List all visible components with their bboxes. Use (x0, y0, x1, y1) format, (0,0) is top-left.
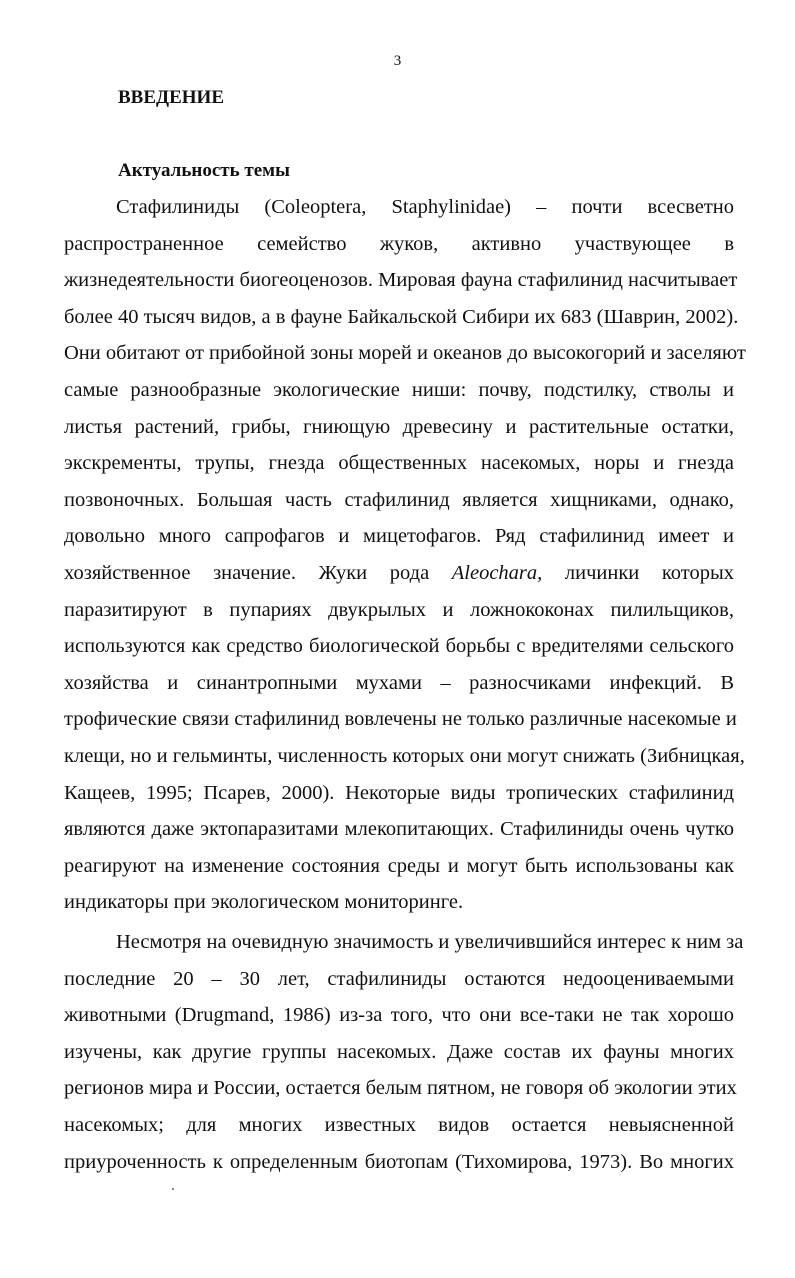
text-line: экскременты, трупы, гнезда общественных насекомых, норы и гнезда (64, 452, 734, 475)
text-line: довольно много сапрофагов и мицетофагов. Ряд стафилинид имеет и (64, 525, 734, 548)
text-line: индикаторы при экологическом мониторинге. (64, 891, 464, 914)
text-line: используются как средство биологической борьбы с вредителями сельского (64, 635, 734, 658)
text-line: изучены, как другие группы насекомых. Даже состав их фауны многих (64, 1040, 734, 1063)
text-line: трофические связи стафилинид вовлечены не только различные насекомые и (64, 708, 737, 731)
text-line: Они обитают от прибойной зоны морей и океанов до высокогорий и заселяют (64, 342, 746, 365)
scan-speck (172, 1188, 174, 1190)
text-segment: личинки которых (542, 561, 734, 584)
text-line: Стафилиниды (Coleoptera, Staphylinidae) – почти всесветно (116, 196, 734, 218)
genus-name-italic: Aleochara, (451, 561, 543, 584)
text-line-with-genus (64, 555, 734, 592)
page-number: 3 (393, 53, 402, 69)
text-line: последние 20 – 30 лет, стафилиниды остаются недооцениваемыми (64, 967, 734, 990)
paragraph-relevance (64, 189, 746, 921)
text-line: являются даже эктопаразитами млекопитающих. Стафилиниды очень чутко (64, 818, 734, 841)
paragraph-understudied (64, 924, 744, 1180)
text-line: животными (Drugmand, 1986) из-за того, что они все-таки не так хорошо (64, 1004, 734, 1027)
text-line: распространенное семейство жуков, активно участвующее в (64, 232, 734, 255)
text-line: Кащеев, 1995; Псарев, 2000). Некоторые виды тропических стафилинид (64, 781, 734, 804)
text-line: реагируют на изменение состояния среды и могут быть использованы как (64, 854, 734, 877)
text-line: паразитируют в пупариях двукрылых и ложнококонах пилильщиков, (64, 598, 734, 621)
text-line: регионов мира и России, остается белым пятном, не говоря об экологии этих (64, 1077, 737, 1100)
section-heading: ВВЕДЕНИЕ (118, 87, 224, 108)
text-line: позвоночных. Большая часть стафилинид является хищниками, однако, (64, 488, 734, 511)
text-line: клещи, но и гельминты, численность которых они могут снижать (Зибницкая, (64, 744, 745, 767)
text-line: более 40 тысяч видов, а в фауне Байкальской Сибири их 683 (Шаврин, 2002). (64, 305, 739, 328)
text-line: насекомых; для многих известных видов остается невыясненной (64, 1113, 734, 1136)
text-line: самые разнообразные экологические ниши: почву, подстилку, стволы и (64, 378, 734, 401)
text-line: жизнедеятельности биогеоценозов. Мировая фауна стафилинид насчитывает (64, 269, 738, 292)
text-line: хозяйства и синантропными мухами – разносчиками инфекций. В (64, 671, 734, 694)
text-line: листья растений, грибы, гниющую древесину и растительные остатки, (64, 415, 734, 438)
text-line: приуроченность к определенным биотопам (Тихомирова, 1973). Во многих (64, 1150, 734, 1173)
subsection-heading: Актуальность темы (118, 160, 290, 181)
text-line: Несмотря на очевидную значимость и увеличившийся интерес к ним за (116, 931, 744, 953)
text-segment: хозяйственное значение. Жуки рода (64, 561, 452, 584)
